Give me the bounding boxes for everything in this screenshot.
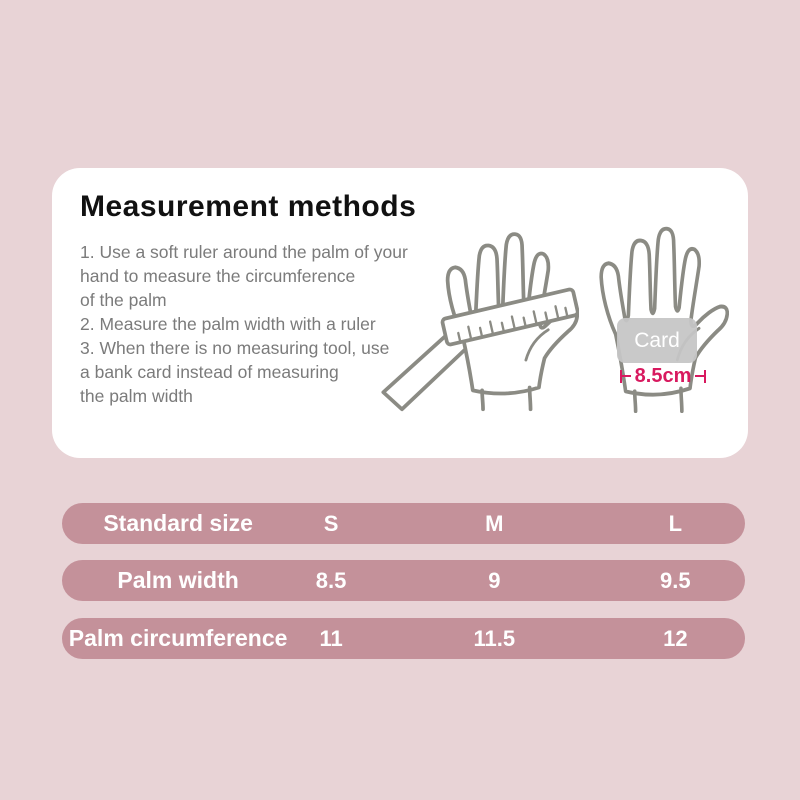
row-label: Standard size	[103, 510, 253, 536]
table-row-palm-width	[62, 560, 745, 601]
wrist-line	[530, 388, 531, 410]
instruction-line: a bank card instead of measuring	[80, 362, 339, 382]
palm-width-l: 9.5	[660, 568, 691, 593]
bank-card-overlay	[617, 318, 697, 363]
palm-circumference-l: 12	[663, 626, 688, 651]
measurement-panel	[52, 168, 748, 458]
hand-ruler-illustration	[374, 220, 579, 414]
palm-width-s: 8.5	[315, 568, 347, 593]
wrist-line	[635, 391, 636, 411]
palm-circumference-s: 11	[319, 626, 343, 651]
size-l-value: L	[668, 511, 683, 536]
size-s-value: S	[323, 511, 339, 536]
instruction-line: the palm width	[80, 386, 193, 406]
palm-width-dimension	[604, 364, 722, 388]
dimension-line-right	[695, 375, 704, 377]
palm-circumference-m: 11.5	[473, 626, 516, 651]
page-title: Measurement methods	[80, 190, 417, 223]
instruction-line: hand to measure the circumference	[80, 266, 356, 286]
row-label: Palm width	[117, 567, 239, 593]
table-row-palm-circumference	[62, 618, 745, 659]
wrist-line	[482, 390, 483, 409]
instruction-line: 3. When there is no measuring tool, use	[80, 338, 390, 358]
palm-width-value: 8.5cm	[634, 364, 692, 387]
instruction-line: of the palm	[80, 290, 167, 310]
size-m-value: M	[485, 511, 504, 536]
instruction-line: 2. Measure the palm width with a ruler	[80, 314, 376, 334]
table-row-standard-size	[62, 503, 745, 544]
dimension-tick-right	[704, 370, 706, 383]
bank-card-label: Card	[634, 328, 680, 352]
wrist-line	[681, 388, 682, 411]
instruction-line: 1. Use a soft ruler around the palm of your	[80, 242, 408, 262]
row-label: Palm circumference	[68, 625, 288, 651]
dimension-line-left	[622, 375, 631, 377]
palm-width-m: 9	[488, 568, 501, 593]
